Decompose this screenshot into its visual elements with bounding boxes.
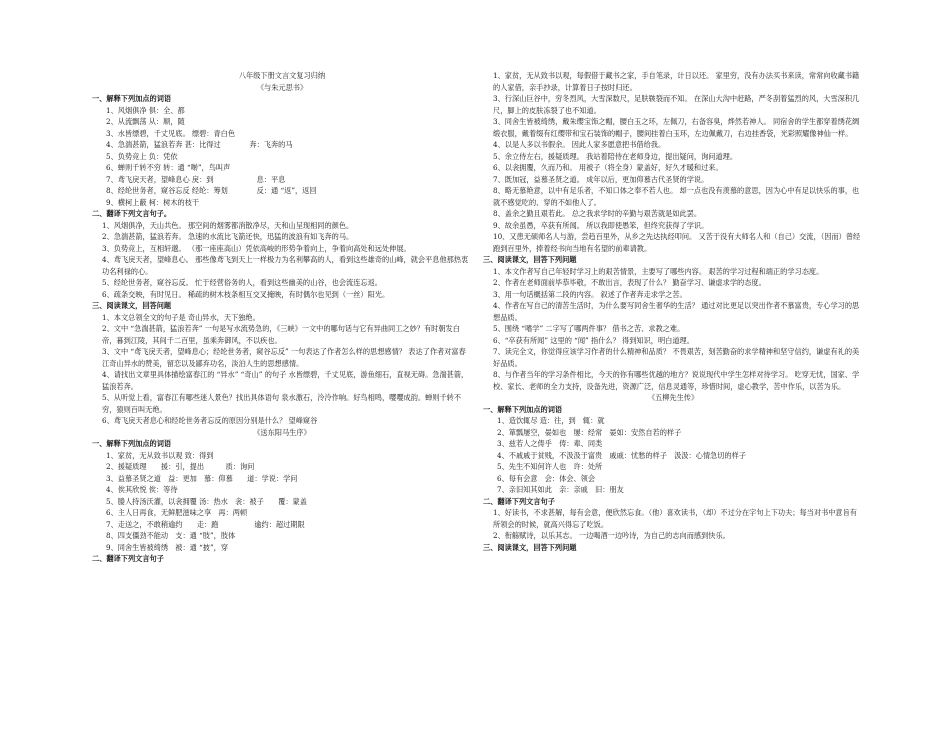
list-item: 4、不戚戚于贫贱，不汲汲于富贵 戚戚：忧愁的样子 汲汲：心情急切的样子	[497, 450, 746, 460]
list-item: 4、鸢飞戾天者，望峰息心。 那些像鸢飞到天上一样极力为名利攀高的人，看到这些雄奇的山峰，就会平息他那热衷功名利禄的心。	[102, 255, 469, 276]
list-item: 3、同舍生皆被绮绣，戴朱缨宝饰之帽，腰白玉之环，左佩刀，右备容臭，烨然若神人。 同宿舍的学生都穿着绣花绸缎衣服，戴着缀有红缨带和宝石装饰的帽子，腰间挂着白玉环，左边佩戴刀，右边挂香袋，光彩照耀像神仙一样。	[493, 117, 860, 138]
list-item: 3、用一句话概括第二段的内容。 叙述了作者奔走求学之苦。	[493, 289, 687, 299]
list-item: 6、疏条交映，有时见日。 稀疏的树木枝条相互交叉掩映，有时偶尔也见到（一丝）阳光。	[102, 289, 390, 299]
list-item: 5、先生不知何许人也 许：处所	[497, 462, 603, 471]
section-heading: 三、阅读课文，回答下列问题	[483, 542, 577, 552]
section-heading: 二、翻译下列文言句子。	[92, 209, 172, 218]
section-heading: 三、阅读课文，回答下列问题	[483, 255, 577, 264]
list-item: 6、蝉则千转不穷 转：通 “啭”，鸟叫声	[106, 163, 231, 172]
list-item: 2、从流飘荡 从：顺，随	[106, 117, 185, 126]
list-item: 5、余立侍左右，援疑质理。 我站着陪侍在老师身边，提出疑问，询问道理。	[493, 151, 738, 161]
lesson-title: 《与朱元思书》	[256, 82, 308, 92]
list-item: 3、益慕圣贤之道 益：更加 慕：仰慕 道：学说：学问	[106, 473, 298, 483]
list-item: 1、家贫，无从致书以观 致：得到	[106, 450, 214, 460]
list-item: 8、四支僵劲不能动 支：通 “肢”，肢体	[106, 531, 236, 540]
list-item: 1、本文总领全文的句子是 奇山异水，天下独绝。	[102, 312, 260, 322]
lesson-title: 《送东阳马生序》	[253, 427, 311, 437]
vocab-list	[92, 105, 472, 209]
list-item: 3、行深山巨谷中，穷冬烈风，大雪深数尺，足肤皲裂而不知。 在深山大沟中赶路，严冬刮着猛烈的风，大雪深积几尺，脚上的皮肤冻裂了也不知道。	[493, 94, 860, 115]
list-item: 7、既加冠，益慕圣贤之道。 成年以后，更加仰慕古代圣贤的学说。	[493, 174, 709, 184]
list-item: 2、援疑质理 援：引，提出 质：询问	[106, 462, 255, 471]
section-heading: 一、解释下列加点的词语	[483, 404, 563, 414]
list-item: 5、围绕 “嗜学” 二字写了哪两件事？ 借书之苦、求教之难。	[493, 324, 685, 333]
list-item: 8、与作者当年的学习条件相比，今天的你有哪些优越的地方？说说现代中学生怎样对待学习。 吃穿无忧，国家、学校、家长、老师的全力支持，设备先进，资源广泛，信息灵通等，珍惜时间，虚心教学，苦中作乐，以苦为乐。	[493, 370, 860, 391]
list-item: 8、经纶世务者，窥谷忘反 经纶：筹划 反：通 “返”，返回	[106, 186, 317, 195]
list-item: 9、故余虽愚，卒获有所闻。 所以我即使愚笨，但终究获得了学识。	[493, 220, 709, 230]
list-item: 7、亲旧知其如此 亲：亲戚 旧：朋友	[497, 485, 624, 494]
list-item: 6、鸢飞戾天者息心和经纶世务者忘反的原因分别是什么？ 望峰窥谷	[102, 416, 318, 425]
list-item: 9、同舍生皆被绮绣 被：通 “披”，穿	[106, 542, 229, 552]
list-item: 5、媵人持汤沃灌，以衾拥覆 汤：热水 衾：被子 覆：蒙盖	[106, 496, 307, 506]
list-item: 2、作者在老师面前毕恭毕敬，不敢出言，表现了什么？ 勤奋学习、谦虚求学的态度。	[493, 278, 766, 287]
list-item: 5、负势竞上 负：凭依	[106, 151, 178, 161]
list-item: 10、又患无硕师名人与游，尝趋百里外，从乡之先达执经叩问。 又苦于没有大师名人和（自己）交流，（因而）曾经跑到百里外，捧着经书向当地有名望的前辈请教。	[493, 232, 861, 253]
translation-list	[92, 220, 472, 301]
list-item: 1、风烟俱净，天山共色。 那空间的烟雾都消散净尽，天和山呈现相同的颜色。	[102, 220, 354, 230]
section-heading: 二、翻译下列文言句子	[483, 496, 555, 506]
list-item: 2、急湍甚箭，猛浪若奔。 急速的水流比飞箭还快，迅猛的波浪有如飞奔的马。	[102, 232, 354, 241]
list-item: 7、读完全文，你觉得应该学习作者的什么精神和品质？ 不畏艰苦，刻苦勤奋的求学精神和坚守信约，谦虚有礼的美好品质。	[493, 347, 860, 368]
translation-list	[483, 70, 863, 254]
list-item: 4、作者在写自己的清苦生活时，为什么要写同舍生奢华的生活？ 通过对比更足以突出作者不慕富贵，专心学习的思想品质。	[493, 301, 860, 322]
question-list	[483, 266, 863, 393]
list-item: 2、文中 “急湍甚箭，猛浪若奔” 一句是写水流势急的，《三峡》一文中的哪句话与它有异曲同工之妙？有时朝发白帝，暮到江陵，其间千二百里，虽乘奔御风，不以疾也。	[102, 324, 460, 345]
list-item: 3、文中 “鸢飞戾天者，望峰息心；经纶世务者，窥谷忘反” 一句表达了作者怎么样的思想感情？ 表达了作者对富春江奇山异水的赞美，留恋以及鄙弃功名，淡泊人生的思想感情。	[102, 347, 466, 368]
right-column	[483, 0, 863, 742]
list-item: 1、本文作者写自己年轻时学习上的艰苦情景，主要写了哪些内容。 艰苦的学习过程和端正的学习态度。	[493, 266, 824, 276]
list-item: 5、经纶世务者，窥谷忘反。 忙于经营俗务的人，看到这些幽美的山谷，也会流连忘返。	[102, 278, 382, 287]
list-item: 4、请找出文章里具体描绘富春江的 “异水” “奇山” 的句子 水皆缥碧，千丈见底，游鱼细石，直视无碍。急湍甚箭，猛浪若奔。	[102, 370, 469, 391]
section-heading: 三、阅读课文，回答问题	[92, 301, 172, 310]
list-item: 1、家贫，无从致书以观，每假借于藏书之家，手自笔录，计日以还。 家里穷，没有办法买书来读，常常向收藏书籍的人家借，亲手抄录，计算着日子按时归还。	[493, 71, 860, 92]
section-heading: 一、解释下列加点的词语	[92, 94, 172, 103]
list-item: 1、好读书，不求甚解，每有会意，便欣然忘食。（他）喜欢读书，（却）不过分在字句上下功夫；每当对书中意旨有所领会的时候，就高兴得忘了吃饭。	[493, 508, 857, 529]
list-item: 2、箪瓢屡空，晏如也 屡：经常 晏如：安然自若的样子	[497, 427, 682, 437]
list-item: 1、风烟俱净 俱：全、都	[106, 105, 185, 115]
list-item: 6、主人日再食，无鲜肥滋味之享 再：两顿	[106, 508, 248, 517]
list-item: 4、俟其欣悦 俟：等待	[106, 485, 178, 494]
vocab-list	[92, 450, 472, 554]
lesson-title: 《五柳先生传》	[647, 393, 699, 402]
left-column	[92, 0, 472, 742]
list-item: 5、从听觉上看，富春江有哪些迷人景色？找出具体语句 泉水激石，泠泠作响。好鸟相鸣，嘤嘤成韵。蝉则千转不穷，猿则百叫无绝。	[102, 393, 462, 414]
list-item: 1、造饮辄尽 造：往，到 辄：就	[497, 416, 605, 425]
list-item: 7、走送之，不敢稍逾约 走：跑 逾约：超过期限	[106, 519, 305, 529]
list-item: 2、衔觞赋诗，以乐其志。 一边喝酒一边吟诗，为自己的志向而感到快乐。	[493, 531, 730, 540]
list-item: 3、负势竞上，互相轩邈。 （那一座座高山）凭依高峻的形势争着向上，争着向高处和远处伸展。	[102, 243, 411, 253]
document-title: 八年级下册文言文复习归纳	[238, 71, 326, 80]
list-item: 3、兹若人之俦乎 俦：辈、同类	[497, 439, 603, 448]
list-item: 3、水皆缥碧，千丈见底。 缥碧：青白色	[106, 128, 236, 138]
list-item: 8、略无慕艳意，以中有足乐者，不知口体之奉不若人也。 却一点也没有羡慕的意思，因为心中有足以快乐的事，也就不感觉吃的、穿的不如他人了。	[493, 186, 860, 207]
list-item: 8、盖余之勤且艰若此。 总之我求学时的辛勤与艰苦就是如此罢。	[493, 209, 702, 218]
section-heading: 二、翻译下列文言句子	[92, 554, 164, 563]
list-item: 4、急湍甚箭，猛浪若奔 甚：比得过 奔：飞奔的马	[106, 140, 293, 149]
list-item: 6、“卒获有所闻” 这里的 “闻” 指什么？ 得到知识，明白道理。	[493, 335, 694, 345]
section-heading: 一、解释下列加点的词语	[92, 439, 172, 448]
list-item: 4、以是人多以书假余。 因此人家多愿意把书借给我。	[493, 140, 666, 149]
list-item: 9、横柯上蔽 柯：树木的枝干	[106, 197, 200, 207]
list-item: 7、鸢飞戾天者，望峰息心 戾：到 息：平息	[106, 174, 286, 184]
translation-list	[483, 507, 863, 542]
question-list	[92, 312, 472, 427]
list-item: 6、每有会意 会：体会、领会	[497, 473, 596, 483]
list-item: 6、以衾拥覆，久而乃和。 用被子（将全身）蒙盖好，好久才暖和过来。	[493, 163, 723, 172]
vocab-list	[483, 415, 863, 496]
